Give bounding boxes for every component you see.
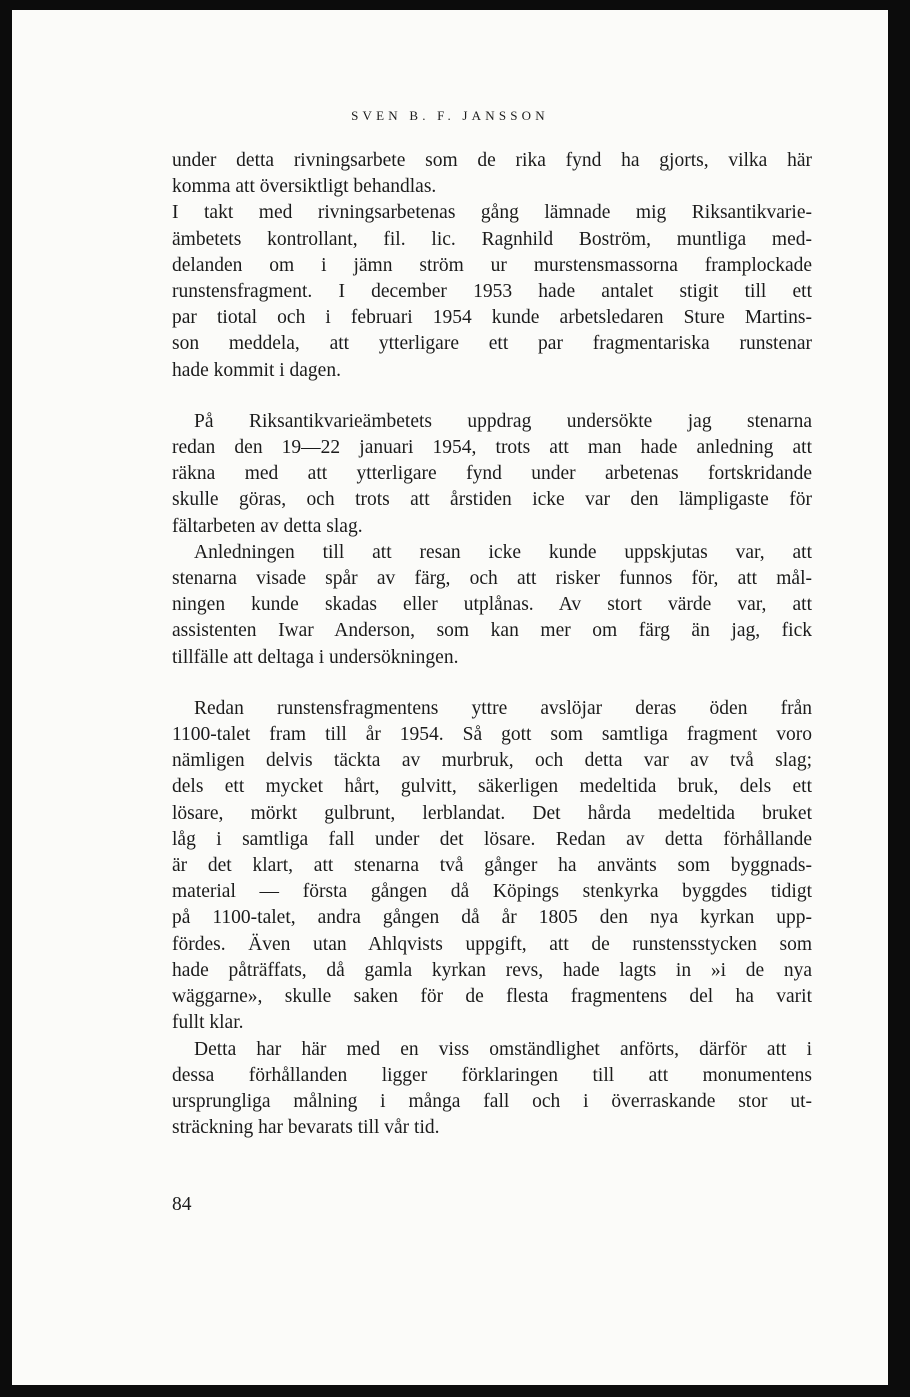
- paragraph: [172, 148, 812, 200]
- text-line: nämligen delvis täckta av murbruk, och detta var av två slag;: [172, 750, 812, 772]
- text-line: skulle göras, och trots att årstiden icke var den lämpligaste för: [172, 489, 812, 511]
- text-line: delanden om i jämn ström ur murstensmassorna framplockade: [172, 254, 812, 276]
- text-line: Redan runstensfragmentens yttre avslöjar deras öden från: [194, 697, 812, 719]
- text-line: 1100-talet fram till år 1954. Så gott som samtliga fragment voro: [172, 724, 812, 746]
- paragraph: [172, 696, 812, 1037]
- text-line: på 1100-talet, andra gången då år 1805 den nya kyrkan upp-: [172, 907, 812, 929]
- text-line: räkna med att ytterligare fynd under arbetenas fortskridande: [172, 463, 812, 485]
- text-line: I takt med rivningsarbetenas gång lämnade mig Riksantikvarie-: [172, 202, 812, 224]
- text-line: wäggarne», skulle saken för de flesta fragmentens del ha varit: [172, 986, 812, 1008]
- text-line: par tiotal och i februari 1954 kunde arbetsledaren Sture Martins-: [172, 307, 812, 329]
- paragraph-gap: [172, 671, 812, 696]
- text-line: ningen kunde skadas eller utplånas. Av stort värde var, att: [172, 594, 812, 616]
- text-line: under detta rivningsarbete som de rika fynd ha gjorts, vilka här: [172, 150, 812, 171]
- text-line: tillfälle att deltaga i undersökningen.: [172, 646, 459, 668]
- paragraph: [172, 540, 812, 671]
- paragraph-gap: [172, 384, 812, 409]
- text-line: Anledningen till att resan icke kunde uppskjutas var, att: [194, 541, 812, 563]
- text-line: assistenten Iwar Anderson, som kan mer om färg än jag, fick: [172, 620, 812, 642]
- text-line: komma att översiktligt behandlas.: [172, 176, 437, 198]
- text-line: fördes. Även utan Ahlqvists uppgift, att de runstensstycken som: [172, 933, 812, 955]
- text-line: hade kommit i dagen.: [172, 359, 341, 381]
- text-line: fullt klar.: [172, 1012, 244, 1034]
- text-line: ursprungliga målning i många fall och i överraskande stor ut-: [172, 1090, 812, 1112]
- running-header: SVEN B. F. JANSSON: [351, 108, 549, 123]
- text-line: runstensfragment. I december 1953 hade antalet stigit till ett: [172, 281, 812, 303]
- paragraph: [172, 409, 812, 540]
- text-line: fältarbeten av detta slag.: [172, 515, 363, 537]
- paragraph: [172, 1037, 812, 1142]
- text-line: son meddela, att ytterligare ett par fragmentariska runstenar: [172, 333, 812, 355]
- text-line: Detta har här med en viss omständlighet anförts, därför att i: [194, 1038, 812, 1060]
- text-line: dels ett mycket hårt, gulvitt, säkerligen medeltida bruk, dels ett: [172, 776, 812, 798]
- text-line: låg i samtliga fall under det lösare. Redan av detta förhållande: [172, 828, 812, 850]
- text-line: sträckning har bevarats till vår tid.: [172, 1117, 440, 1139]
- text-line: lösare, mörkt gulbrunt, lerblandat. Det hårda medeltida bruket: [172, 802, 812, 824]
- text-line: ämbetets kontrollant, fil. lic. Ragnhild Boström, muntliga med-: [172, 228, 812, 250]
- book-page: [12, 10, 888, 1385]
- text-line: material — första gången då Köpings stenkyrka byggdes tidigt: [172, 881, 812, 903]
- text-line: redan den 19—22 januari 1954, trots att man hade anledning att: [172, 437, 812, 459]
- text-line: På Riksantikvarieämbetets uppdrag undersökte jag stenarna: [194, 410, 812, 432]
- page-number: 84: [172, 1194, 192, 1215]
- text-line: är det klart, att stenarna två gånger ha använts som byggnads-: [172, 855, 812, 877]
- body-text: [172, 148, 812, 1141]
- text-line: stenarna visade spår av färg, och att risker funnos för, att mål-: [172, 568, 812, 590]
- text-line: dessa förhållanden ligger förklaringen till att monumentens: [172, 1064, 812, 1086]
- paragraph: [172, 200, 812, 383]
- text-line: hade påträffats, då gamla kyrkan revs, hade lagts in »i de nya: [172, 959, 812, 981]
